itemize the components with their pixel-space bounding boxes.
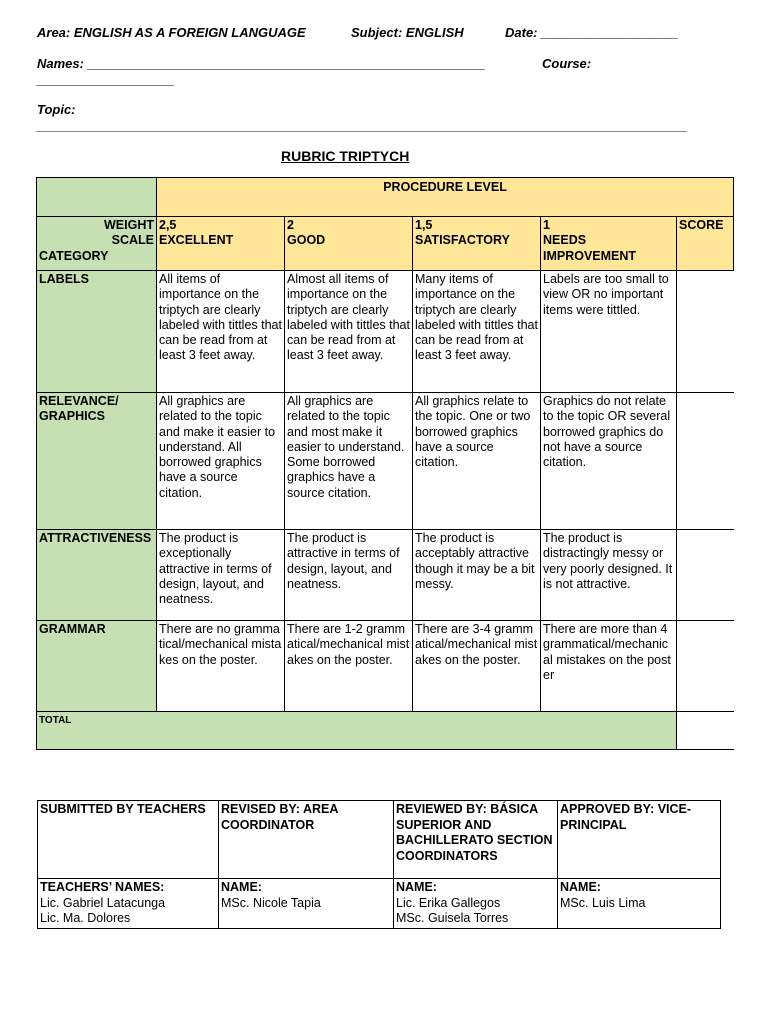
category-cell: ATTRACTIVENESS (37, 530, 157, 621)
signoff-names-row (38, 879, 721, 929)
header-blank-cell (37, 178, 157, 217)
table-row (37, 621, 734, 712)
revised-by-header: REVISED BY: AREA COORDINATOR (219, 801, 394, 879)
level-weight: 1 (543, 218, 550, 232)
date-field: Date: ___________________ (505, 25, 679, 40)
category-cell: LABELS (37, 271, 157, 393)
score-cell[interactable] (677, 621, 734, 712)
criteria-cell: Almost all items of importance on the triptych are clearly labeled with tittles that can be read from at least 3 feet away. (285, 271, 413, 393)
levels-header-row (37, 217, 734, 271)
score-cell[interactable] (677, 530, 734, 621)
procedure-level-row (37, 178, 734, 217)
name-label: TEACHERS’ NAMES: (40, 880, 165, 894)
criteria-cell: There are no grammatical/mechanical mistakes on the poster. (157, 621, 285, 712)
table-row (37, 393, 734, 530)
weight-scale-category-header (37, 217, 157, 271)
criteria-cell: There are more than 4 grammatical/mechanical mistakes on the poster (541, 621, 677, 712)
name-label: NAME: (221, 880, 262, 894)
criteria-cell: All graphics are related to the topic and make it easier to understand. All borrowed graphics have a source citation. (157, 393, 285, 530)
signoff-table (37, 800, 721, 929)
approved-by-header: APPROVED BY: VICE-PRINCIPAL (558, 801, 721, 879)
person-name: Lic. Gabriel Latacunga (40, 895, 166, 910)
criteria-cell: The product is exceptionally attractive in terms of design, layout, and neatness. (157, 530, 285, 621)
level-weight: 2 (287, 218, 294, 232)
section-coordinators-name-cell (394, 879, 558, 929)
person-name: MSc. Guisela Torres (396, 911, 509, 925)
weight-label: WEIGHT (104, 218, 154, 232)
person-name: Lic. Erika Gallegos (396, 895, 501, 910)
person-name: Lic. Ma. Dolores (40, 911, 131, 925)
reviewed-by-header: REVIEWED BY: BÁSICA SUPERIOR AND BACHILLERATO SECTION COORDINATORS (394, 801, 558, 879)
criteria-cell: Labels are too small to view OR no important items were tittled. (541, 271, 677, 393)
criteria-cell: The product is distractingly messy or very poorly designed. It is not attractive. (541, 530, 677, 621)
scale-label: SCALE (111, 233, 154, 248)
course-field: ___________________ (37, 72, 175, 87)
person-name: MSc. Luis Lima (560, 895, 646, 910)
name-label: NAME: (396, 880, 437, 894)
course-label: Course: (542, 56, 592, 71)
criteria-cell: Graphics do not relate to the topic OR several borrowed graphics do not have a source citation. (541, 393, 677, 530)
name-label: NAME: (560, 880, 601, 894)
criteria-cell: The product is attractive in terms of design, layout, and neatness. (285, 530, 413, 621)
score-cell[interactable] (677, 271, 734, 393)
level-header-satisfactory (413, 217, 541, 271)
topic-label: Topic: (37, 102, 76, 117)
criteria-cell: The product is acceptably attractive though it may be a bit messy. (413, 530, 541, 621)
procedure-level-header: PROCEDURE LEVEL (157, 178, 734, 217)
names-field: Names: _______________________________________________________ (37, 56, 486, 71)
level-header-excellent (157, 217, 285, 271)
level-name: EXCELLENT (159, 233, 234, 248)
criteria-cell: There are 1-2 grammatical/mechanical mistakes on the poster. (285, 621, 413, 712)
area-label: Area: ENGLISH AS A FOREIGN LANGUAGE (37, 25, 306, 40)
criteria-cell: All items of importance on the triptych are clearly labeled with tittles that can be read from at least 3 feet away. (157, 271, 285, 393)
category-label: CATEGORY (39, 248, 109, 263)
criteria-cell: There are 3-4 grammatical/mechanical mistakes on the poster. (413, 621, 541, 712)
score-header: SCORE (677, 217, 734, 271)
topic-field: __________________________________________________________________________________________ (37, 118, 688, 133)
score-cell[interactable] (677, 393, 734, 530)
criteria-cell: All graphics relate to the topic. One or two borrowed graphics have a source citation. (413, 393, 541, 530)
table-row (37, 271, 734, 393)
criteria-cell: Many items of importance on the triptych are clearly labeled with tittles that can be read from at least 3 feet away. (413, 271, 541, 393)
submitted-by-header: SUBMITTED BY TEACHERS (38, 801, 219, 879)
rubric-table (36, 177, 734, 750)
subject-label: Subject: ENGLISH (351, 25, 464, 40)
table-row (37, 530, 734, 621)
person-name: MSc. Nicole Tapia (221, 895, 321, 910)
level-name: NEEDS IMPROVEMENT (543, 233, 637, 263)
vice-principal-name-cell (558, 879, 721, 929)
signoff-header-row (38, 801, 721, 879)
total-score-cell[interactable] (677, 712, 734, 750)
level-weight: 2,5 (159, 218, 177, 232)
coordinator-name-cell (219, 879, 394, 929)
category-cell: GRAMMAR (37, 621, 157, 712)
page-title: RUBRIC TRIPTYCH (281, 148, 410, 164)
level-header-good (285, 217, 413, 271)
total-row (37, 712, 734, 750)
category-cell: RELEVANCE/ GRAPHICS (37, 393, 157, 530)
level-header-needs-improvement (541, 217, 677, 271)
total-label: TOTAL (37, 712, 677, 750)
level-name: SATISFACTORY (415, 233, 510, 248)
teachers-names-cell (38, 879, 219, 929)
level-weight: 1,5 (415, 218, 433, 232)
level-name: GOOD (287, 233, 326, 248)
criteria-cell: All graphics are related to the topic and most make it easier to understand. Some borrowed graphics have a source citation. (285, 393, 413, 530)
